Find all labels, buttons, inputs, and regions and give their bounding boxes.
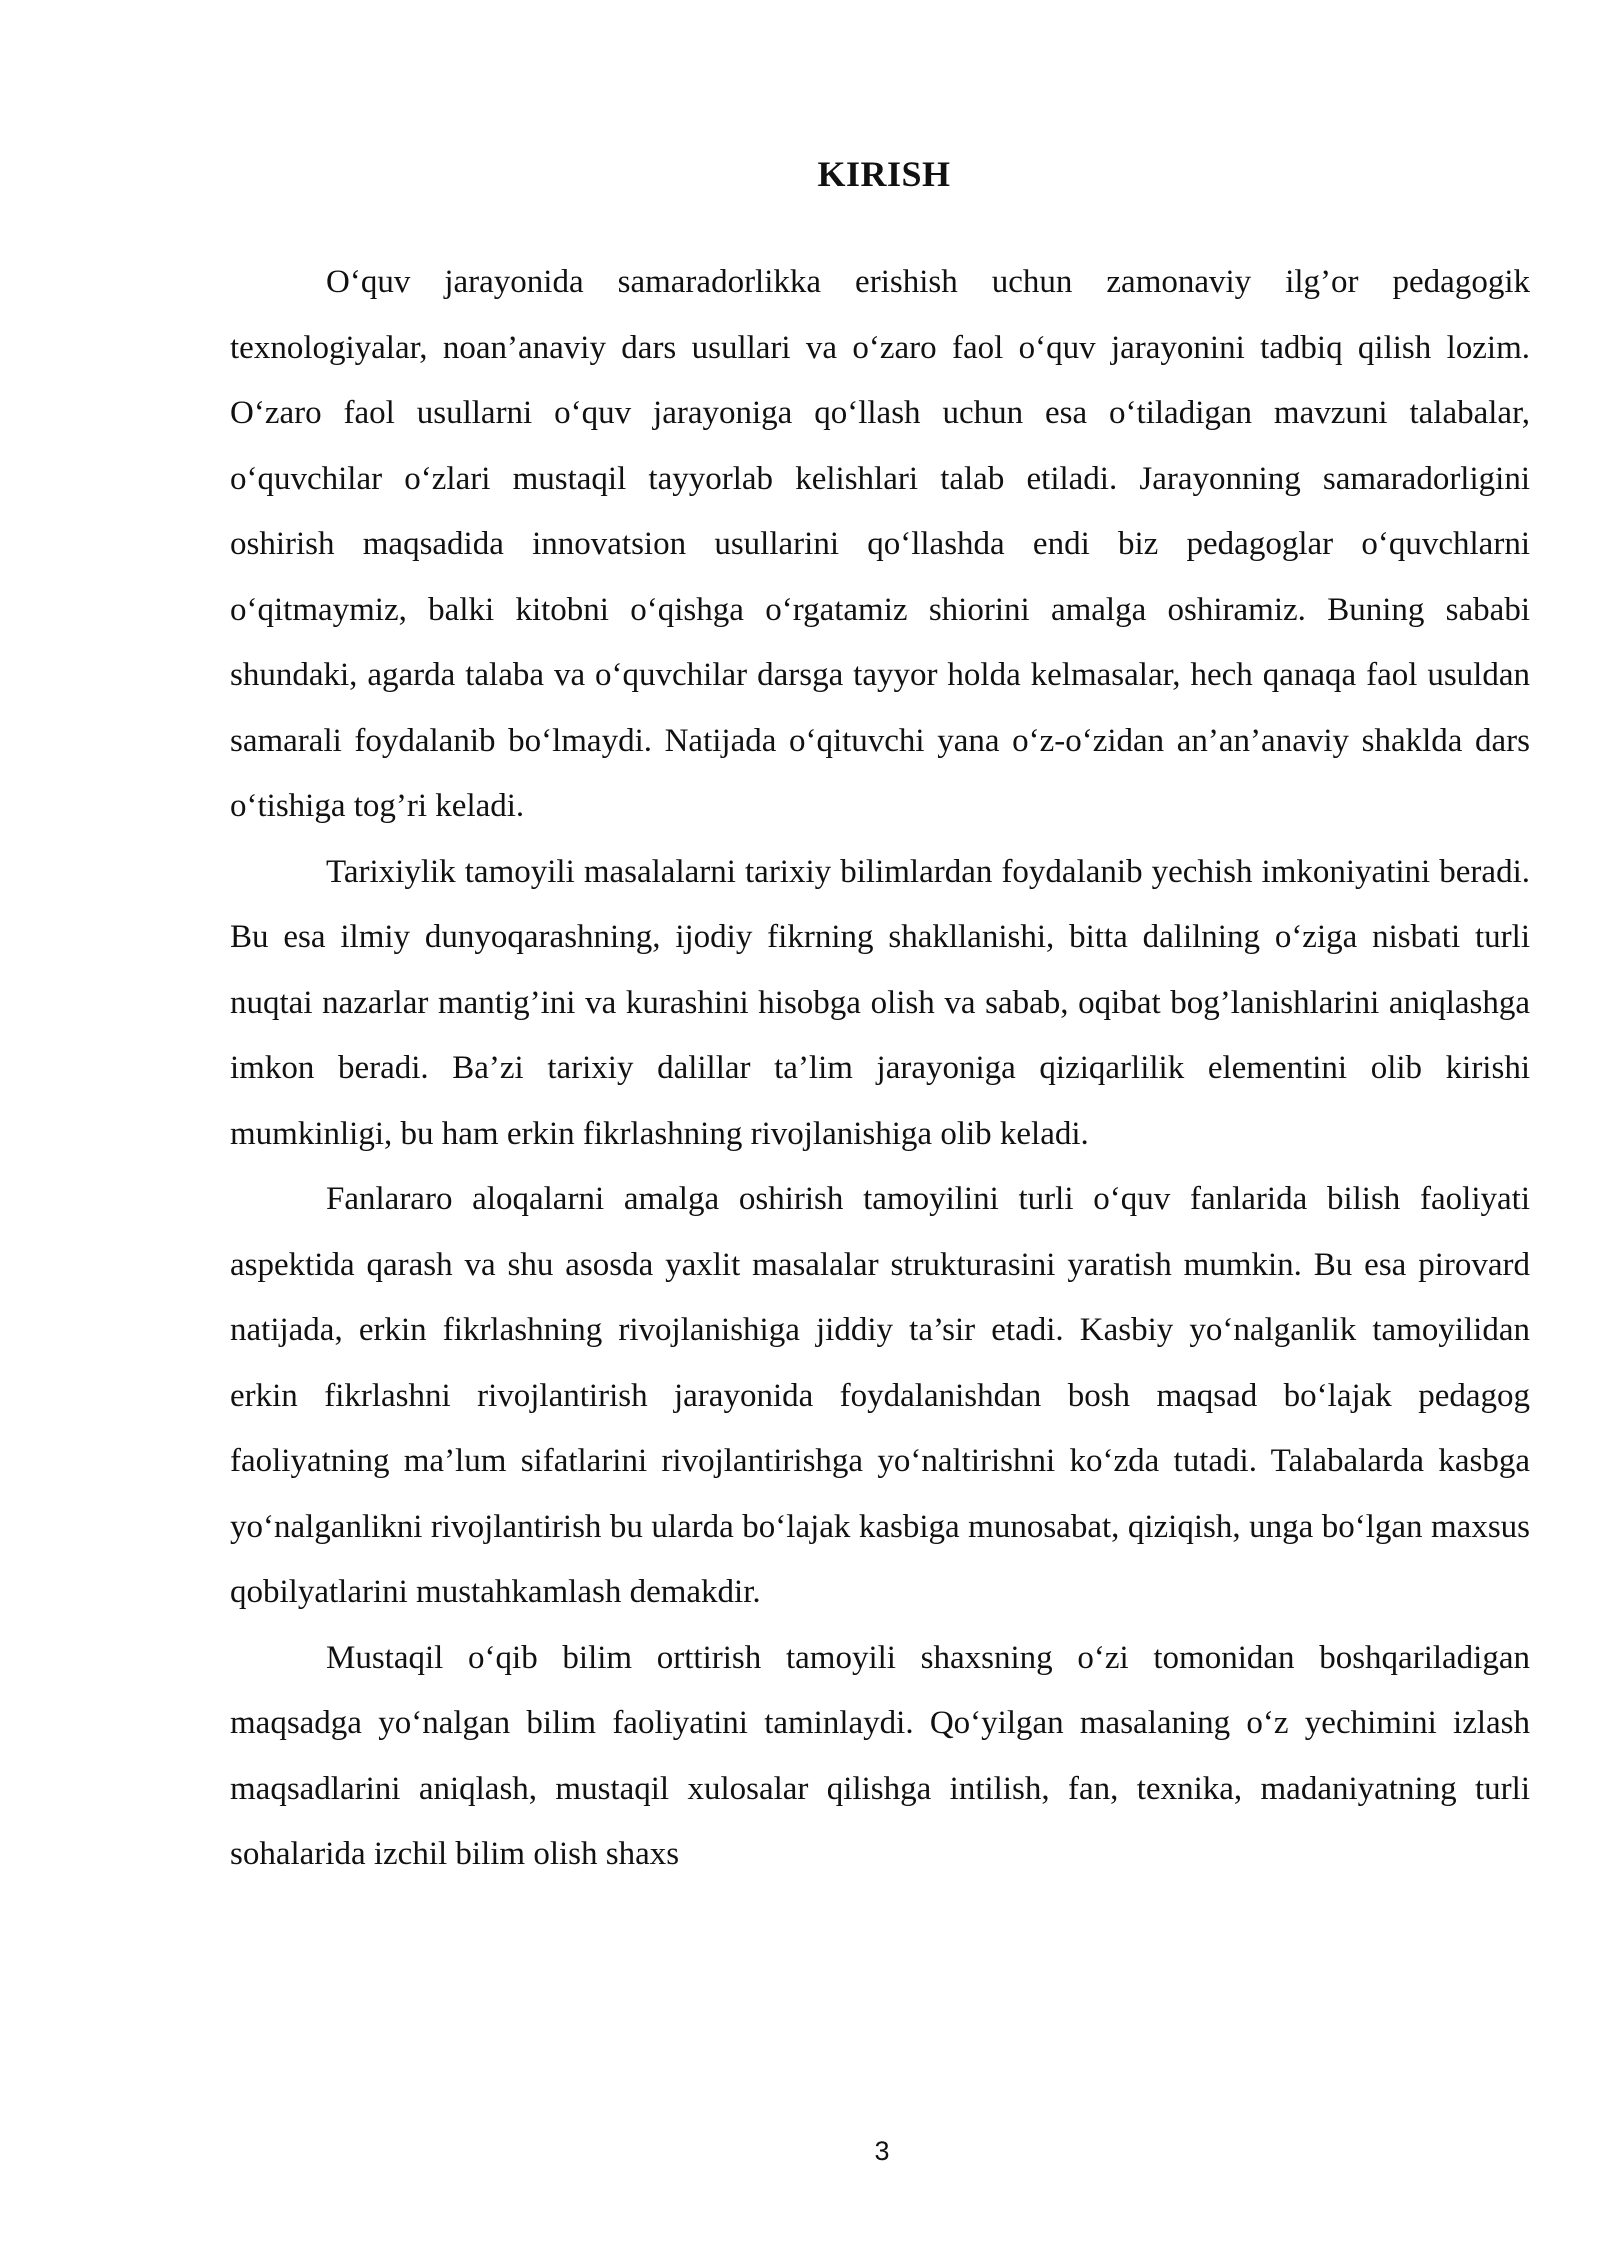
- page-number: 3: [874, 2136, 890, 2166]
- paragraph-2: Tarixiylik tamoyili masalalarni tarixiy bilimlardan foydalanib yechish imkoniyatini beradi. Bu esa ilmiy dunyoqarashning, ijodiy fikrning shakllanishi, bitta dalilning o‘ziga nisbati turli nuqtai nazarlar mantig’ini va kurashini hisobga olish va sabab, oqibat bog’lanishlarini aniqlashga imkon beradi. Ba’zi tarixiy dalillar ta’lim jarayoniga qiziqarlilik elementini olib kirishi mumkinligi, bu ham erkin fikrlashning rivojlanishiga olib keladi.: [230, 853, 1530, 1152]
- section-title: KIRISH: [817, 154, 951, 194]
- body-text: [230, 250, 1530, 1888]
- paragraph-4: Mustaqil o‘qib bilim orttirish tamoyili shaxsning o‘zi tomonidan boshqariladigan maqsadga yo‘nalgan bilim faoliyatini taminlaydi. Qo‘yilgan masalaning o‘z yechimini izlash maqsadlarini aniqlash, mustaqil xulosalar qilishga intilish, fan, texnika, madaniyatning turli sohalarida izchil bilim olish shaxs: [230, 1639, 1530, 1872]
- paragraph-1: O‘quv jarayonida samaradorlikka erishish uchun zamonaviy ilg’or pedagogik texnologiyalar, noan’anaviy dars usullari va o‘zaro faol o‘quv jarayonini tadbiq qilish lozim. O‘zaro faol usullarni o‘quv jarayoniga qo‘llash uchun esa o‘tiladigan mavzuni talabalar, o‘quvchilar o‘zlari mustaqil tayyorlab kelishlari talab etiladi. Jarayonning samaradorligini oshirish maqsadida innovatsion usullarini qo‘llashda endi biz pedagoglar o‘quvchlarni o‘qitmaymiz, balki kitobni o‘qishga o‘rgatamiz shiorini amalga oshiramiz. Buning sababi shundaki, agarda talaba va o‘quvchilar darsga tayyor holda kelmasalar, hech qanaqa faol usuldan samarali foydalanib bo‘lmaydi. Natijada o‘qituvchi yana o‘z-o‘zidan an’an’anaviy shaklda dars o‘tishiga tog’ri keladi.: [230, 264, 1530, 824]
- paragraph-3: Fanlararo aloqalarni amalga oshirish tamoyilini turli o‘quv fanlarida bilish faoliyati aspektida qarash va shu asosda yaxlit masalalar strukturasini yaratish mumkin. Bu esa pirovard natijada, erkin fikrlashning rivojlanishiga jiddiy ta’sir etadi. Kasbiy yo‘nalganlik tamoyilidan erkin fikrlashni rivojlantirish jarayonida foydalanishdan bosh maqsad bo‘lajak pedagog faoliyatning ma’lum sifatlarini rivojlantirishga yo‘naltirishni ko‘zda tutadi. Talabalarda kasbga yo‘nalganlikni rivojlantirish bu ularda bo‘lajak kasbiga munosabat, qiziqish, unga bo‘lgan maxsus qobilyatlarini mustahkamlash demakdir.: [230, 1181, 1530, 1610]
